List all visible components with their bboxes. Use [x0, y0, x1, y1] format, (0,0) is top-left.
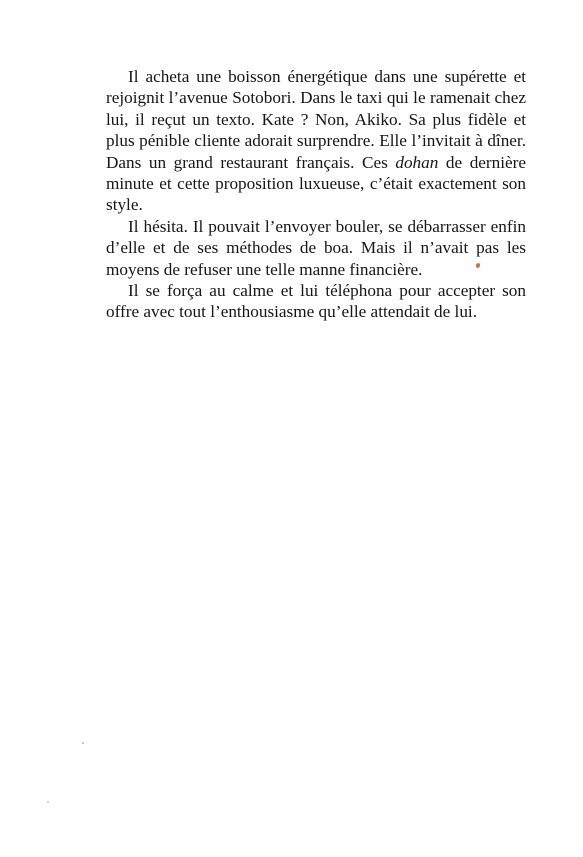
dust-speck: [82, 742, 84, 744]
body-text: [106, 66, 526, 323]
paragraph-3: Il se força au calme et lui téléphona pour accepter son offre avec tout l’enthousiasme qu’elle attendait de lui.: [106, 281, 526, 322]
paragraph-1-text-start: Il acheta une boisson énergétique dans une supérette et rejoignit l’avenue Sotobori. Dans le taxi qui le ramenait chez lui, il reçut un texto. Kate ? Non, Akiko. Sa plus fidèle et plus pénible cliente adorait surprendre. Elle l’invitait à dîner. Dans un grand restaurant français. Ces: [106, 67, 526, 172]
dust-speck: [47, 801, 49, 803]
paragraph-1-text-end: de dernière minute et cette proposition luxueuse, c’était exactement son style.: [106, 152, 526, 215]
paragraph-1: [106, 66, 526, 216]
emphasized-word-dohan: dohan: [395, 152, 439, 172]
paragraph-2: Il hésita. Il pouvait l’envoyer bouler, se débarrasser enfin d’elle et de ses méthodes de boa. Mais il n’avait pas les moyens de refuser une telle manne financière.: [106, 216, 526, 279]
